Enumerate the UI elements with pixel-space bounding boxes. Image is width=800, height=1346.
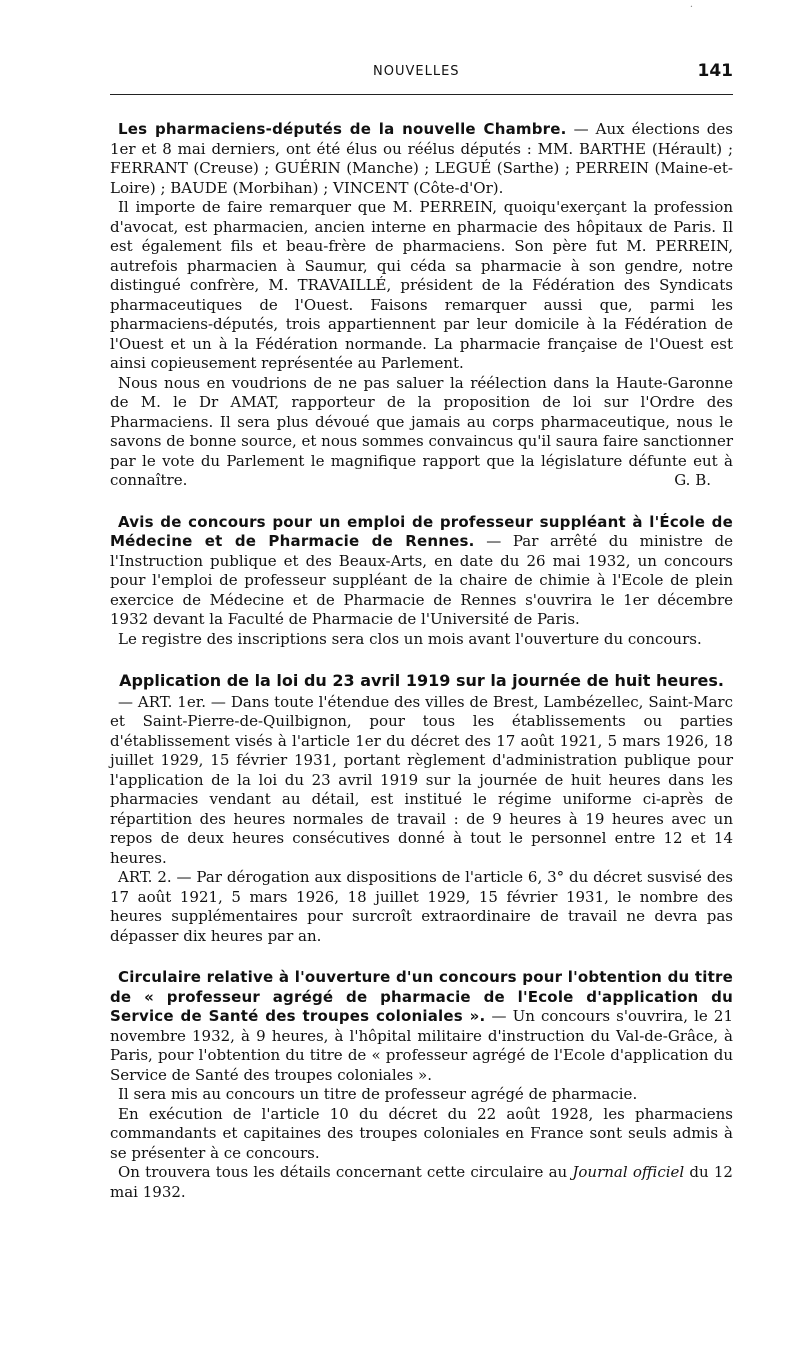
- page-number: 141: [697, 61, 733, 81]
- paragraph: En exécution de l'article 10 du décret du 22 août 1928, les pharmaciens commandants et capitaines des troupes coloniales en France sont seuls admis à se présenter à ce concours.: [110, 1104, 733, 1162]
- paragraph: — ART. 1er. — Dans toute l'étendue des villes de Brest, Lambézellec, Saint-Marc et Saint-Pierre-de-Quilbignon, pour tous les établissements ou parties d'établissement visés à l'article 1er du décret des 17 août 1921, 5 mars 1926, 18 juillet 1929, 15 février 1931, portant règlement d'administration publique pour l'application de la loi du 23 avril 1919 sur la journée de huit heures dans les pharmacies vendant au détail, est institué le régime uniforme ci-après de répartition des heures normales de travail : de 9 heures à 19 heures avec un repos de deux heures consécutives donné à tout le personnel entre 12 et 14 heures.: [110, 692, 733, 867]
- article-title: Application de la loi du 23 avril 1919 sur la journée de huit heures.: [119, 671, 724, 690]
- running-title: NOUVELLES: [373, 64, 460, 79]
- page-speck: ·: [689, 2, 693, 13]
- journal-title: Journal officiel: [572, 1163, 685, 1181]
- article-circulaire-concours: [110, 968, 733, 1202]
- article-journee-huit-heures: [110, 671, 733, 946]
- paragraph: ART. 2. — Par dérogation aux dispositions de l'article 6, 3° du décret susvisé des 17 août 1921, 5 mars 1926, 18 juillet 1929, 15 février 1931, le nombre des heures supplémentaires pour surcroît extraordinaire de travail ne devra pas dépasser dix heures par an.: [110, 868, 733, 945]
- article-pharmaciens-deputes: [110, 100, 733, 491]
- signature: G. B.: [674, 471, 711, 489]
- paragraph: — Un concours s'ouvrira, le 21 novembre 1932, à 9 heures, à l'hôpital militaire d'instruction du Val-de-Grâce, à Paris, pour l'obtention du titre de « professeur agrégé de l'Ecole d'application du Service de Santé des troupes coloniales ».: [110, 1007, 733, 1084]
- paragraph: Il importe de faire remarquer que M. PERREIN, quoiqu'exerçant la profession d'avocat, est pharmacien, ancien interne en pharmacie des hôpitaux de Paris. Il est également fils et beau-frère de pharmaciens. Son père fut M. PERREIN, autrefois pharmacien à Saumur, qui céda sa pharmacie à son gendre, notre distingué confrère, M. TRAVAILLÉ, président de la Fédération des Syndicats pharmaceutiques de l'Ouest. Faisons remarquer aussi que, parmi les pharmaciens-députés, trois appartiennent par leur domicile à la Fédération de l'Ouest et un à la Fédération normande. La pharmacie française de l'Ouest est ainsi copieusement représentée au Parlement.: [110, 198, 733, 372]
- article-avis-concours: [110, 513, 733, 650]
- article-title: Les pharmaciens-députés de la nouvelle Chambre.: [118, 120, 567, 138]
- article-title: Circulaire relative à l'ouverture d'un concours pour l'obtention du titre de « professeur agrégé de pharmacie de l'Ecole d'application du Service de Santé des troupes coloniales ».: [110, 968, 733, 1025]
- paragraph: — Par arrêté du ministre de l'Instruction publique et des Beaux-Arts, en date du 26 mai 1932, un concours pour l'emploi de professeur suppléant de la chaire de chimie à l'Ecole de plein exercice de Médecine et de Pharmacie de Rennes s'ouvrira le 1er décembre 1932 devant la Faculté de Pharmacie de l'Université de Paris.: [110, 532, 733, 628]
- page-header: [110, 0, 733, 100]
- paragraph: — Aux élections des 1er et 8 mai derniers, ont été élus ou réélus députés : MM. BARTHE (Hérault) ; FERRANT (Creuse) ; GUÉRIN (Manche) ; LEGUÉ (Sarthe) ; PERREIN (Maine-et-Loire) ; BAUDE (Morbihan) ; VINCENT (Côte-d'Or).: [110, 120, 733, 197]
- paragraph: On trouvera tous les détails concernant cette circulaire au: [118, 1163, 568, 1181]
- paragraph: Nous nous en voudrions de ne pas saluer la réélection dans la Haute-Garonne de M. le Dr AMAT, rapporteur de la proposition de loi sur l'Ordre des Pharmaciens. Il sera plus dévoué que jamais au corps pharmaceutique, nous le savons de bonne source, et nous sommes convaincus qu'il saura faire sanctionner par le vote du Parlement le magnifique rapport que la législature défunte eut à connaître.: [110, 373, 733, 489]
- closing-text: du 12 mai 1932.: [110, 1163, 733, 1201]
- article-title: Avis de concours pour un emploi de professeur suppléant à l'École de Médecine et de Pharmacie de Rennes.: [110, 512, 733, 550]
- paragraph: Il sera mis au concours un titre de professeur agrégé de pharmacie.: [118, 1085, 638, 1103]
- paragraph: Le registre des inscriptions sera clos un mois avant l'ouverture du concours.: [118, 629, 702, 648]
- header-rule: [110, 94, 733, 95]
